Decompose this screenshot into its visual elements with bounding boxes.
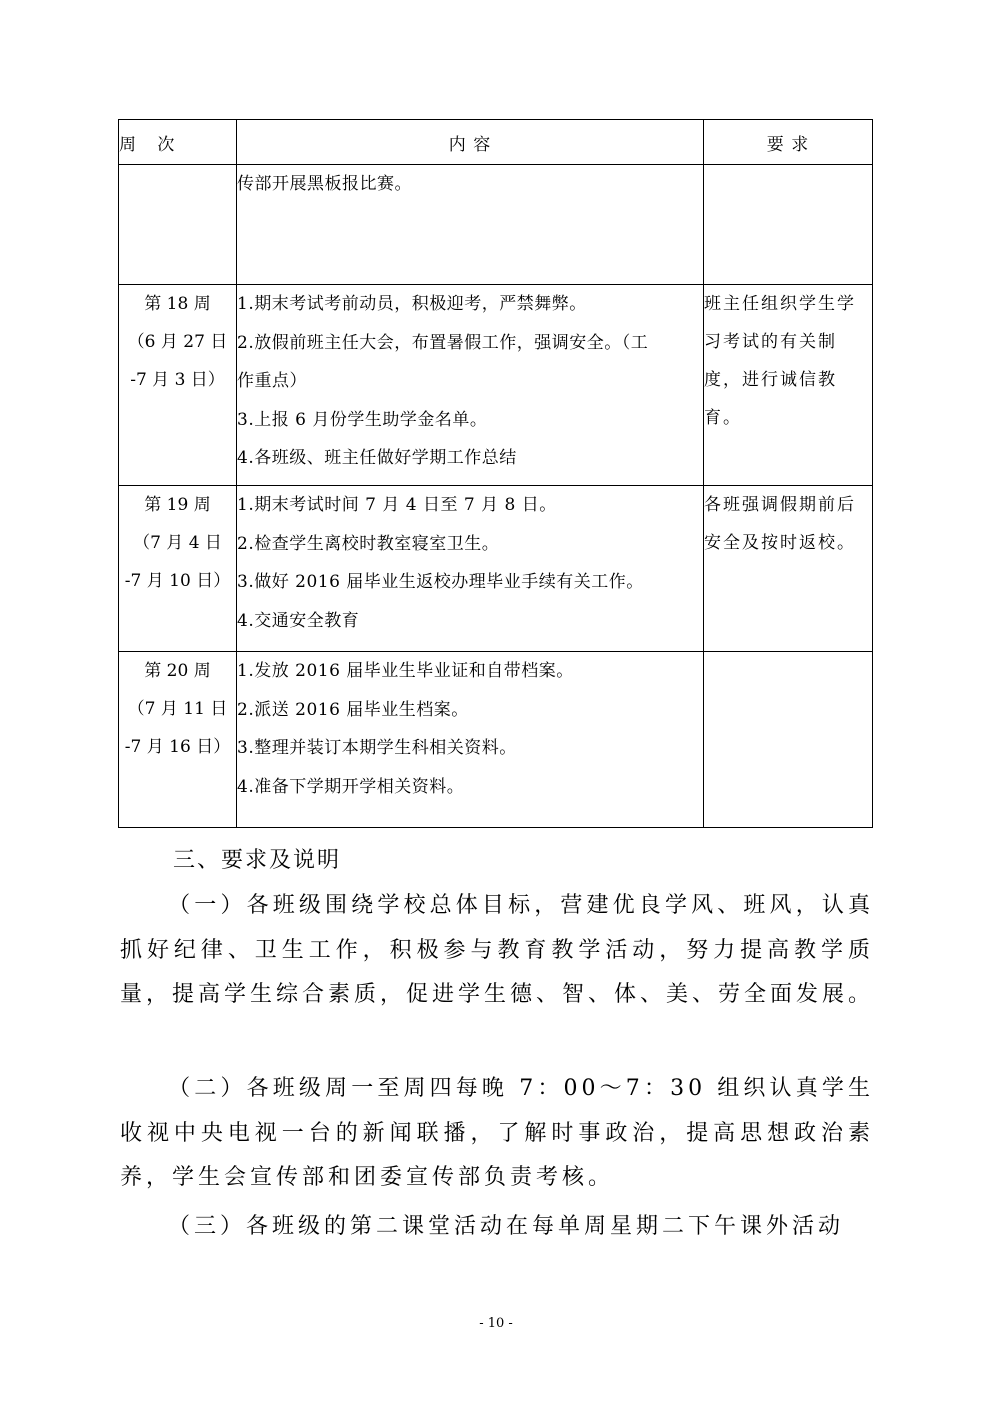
content-cell <box>237 285 704 486</box>
date-end: -7 月 16 日） <box>124 737 231 757</box>
table-row-continuation <box>119 165 873 285</box>
content-item: 1.发放 2016 届毕业生毕业证和自带档案。 <box>237 661 574 681</box>
date-start: （7 月 11 日 <box>127 699 228 719</box>
content-item: 4.各班级、班主任做好学期工作总结 <box>237 448 517 468</box>
content-cell <box>237 486 704 652</box>
date-end: -7 月 10 日） <box>124 571 231 591</box>
section-heading: 三、要求及说明 <box>173 848 342 873</box>
week-label: 第 18 周 <box>144 294 211 314</box>
paragraph-text: （一）各班级围绕学校总体目标，营建优良学风、班风，认真抓好纪律、卫生工作，积极参与教育教学活动，努力提高教学质量，提高学生综合素质，促进学生德、智、体、美、劳全面发展。 <box>120 893 875 1007</box>
week-cell-empty <box>119 165 237 285</box>
table-row-week-20 <box>119 652 873 828</box>
paragraph-1 <box>120 884 874 1018</box>
paragraph-text: （二）各班级周一至周四每晚 7：00～7：30 组织认真学生收视中央电视一台的新闻联播，了解时事政治，提高思想政治素养，学生会宣传部和团委宣传部负责考核。 <box>120 1076 874 1190</box>
schedule-table <box>118 119 873 828</box>
paragraph-3 <box>120 1205 874 1250</box>
content-item: 2.检查学生离校时教室寝室卫生。 <box>237 533 500 554</box>
header-content: 内 容 <box>237 120 704 165</box>
requirement-cell <box>704 652 873 828</box>
paragraph-text: （三）各班级的第二课堂活动在每单周星期二下午课外活动 <box>168 1214 845 1239</box>
content-item: 3.上报 6 月份学生助学金名单。 <box>237 409 488 430</box>
content-item: 作重点） <box>237 371 307 391</box>
week-cell <box>119 652 237 828</box>
week-label: 第 19 周 <box>144 495 211 515</box>
table-row-week-18 <box>119 285 873 486</box>
content-item: 3.做好 2016 届毕业生返校办理毕业手续有关工作。 <box>237 572 644 592</box>
date-start: （6 月 27 日 <box>127 332 228 352</box>
paragraph-2 <box>120 1067 874 1201</box>
content-item: 4.交通安全教育 <box>237 610 360 631</box>
content-cell <box>237 652 704 828</box>
content-item: 3.整理并装订本期学生科相关资料。 <box>237 738 517 758</box>
table-row-week-19 <box>119 486 873 652</box>
content-cell: 传部开展黑板报比赛。 <box>237 165 704 285</box>
page-number: - 10 - <box>479 1316 513 1331</box>
content-item: 2.放假前班主任大会，布置暑假工作，强调安全。（工 <box>237 332 649 353</box>
requirement-cell: 各班强调假期前后安全及按时返校。 <box>704 486 873 652</box>
header-week: 周 次 <box>119 120 237 165</box>
date-end: -7 月 3 日） <box>130 370 225 390</box>
content-item: 1.期末考试时间 7 月 4 日至 7 月 8 日。 <box>237 495 557 515</box>
week-cell <box>119 285 237 486</box>
content-item: 1.期末考试考前动员，积极迎考，严禁舞弊。 <box>237 294 587 314</box>
requirement-cell: 班主任组织学生学习考试的有关制度，进行诚信教育。 <box>704 285 873 486</box>
table-header-row <box>119 120 873 165</box>
week-label: 第 20 周 <box>144 661 211 681</box>
week-cell <box>119 486 237 652</box>
date-start: （7 月 4 日 <box>133 533 222 553</box>
content-item: 2.派送 2016 届毕业生档案。 <box>237 699 469 720</box>
content-item: 4.准备下学期开学相关资料。 <box>237 776 465 797</box>
requirement-cell <box>704 165 873 285</box>
header-requirement: 要 求 <box>704 120 873 165</box>
